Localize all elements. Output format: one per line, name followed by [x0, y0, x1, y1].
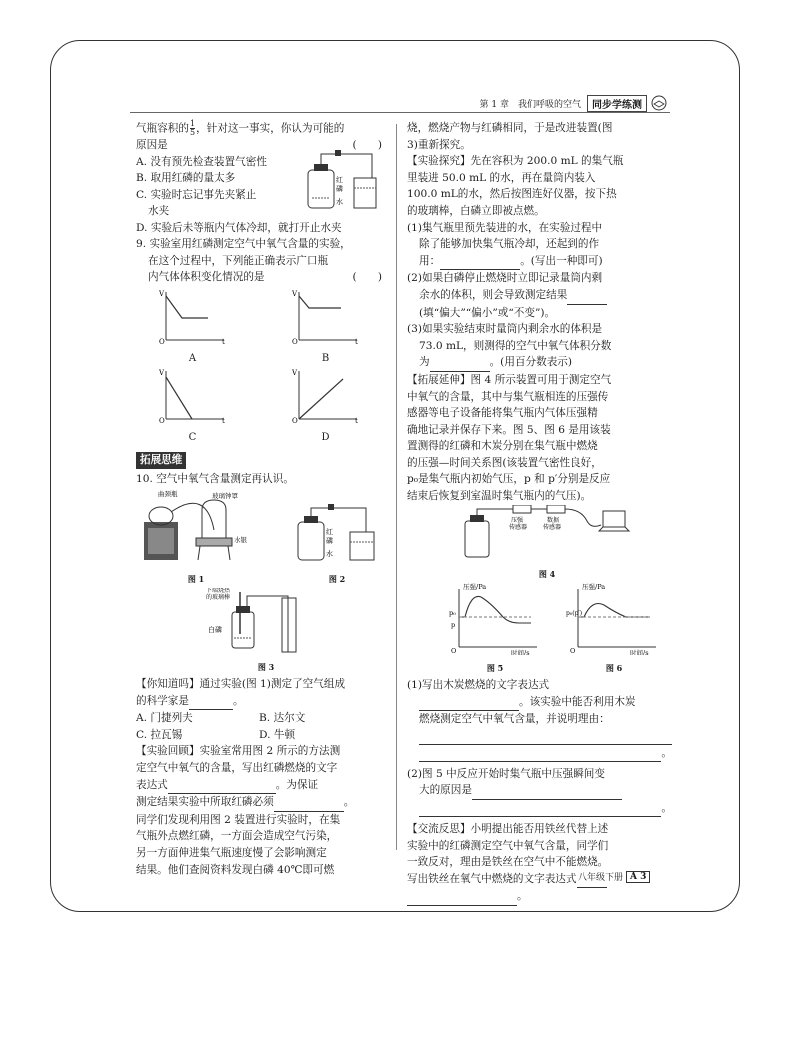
q8-line2: 原因是 ( ) [136, 139, 382, 152]
graph-d[interactable] [269, 367, 382, 446]
svg-text:O: O [291, 417, 298, 424]
review-more-2: 气瓶外点燃红磷，一方面会造成空气污染， [136, 830, 338, 843]
explore-line4: 的玻璃棒，白磷立即被点燃。 [407, 204, 545, 217]
graph-a[interactable] [136, 288, 249, 367]
fig5-fig6-row [447, 583, 662, 677]
review-line3: 表达式 。为保证 [136, 777, 382, 795]
reflect-line1: 【交流反思】小明提出能否用铁丝代替上述 [407, 823, 609, 835]
review-more-4: 结果。他们查阅资料发现白磷 40℃即可燃 [136, 863, 335, 876]
svg-text:水银: 水银 [234, 535, 247, 544]
answer-blank[interactable] [472, 782, 622, 800]
graph-b-letter: B [321, 352, 330, 364]
svg-text:传感器: 传感器 [509, 523, 528, 531]
ext-line3: 感器等电子设备能将集气瓶内气体压强精 [407, 407, 598, 420]
graph-c[interactable] [136, 367, 249, 446]
answer-blank[interactable] [440, 253, 520, 271]
reflect-line4: 写出铁丝在氧气中燃烧的文字表达式 [407, 871, 672, 889]
s2-line1: (2)如果白磷停止燃烧时立即记录量筒内剩 [407, 272, 603, 285]
svg-text:下端烧热: 下端烧热 [206, 587, 231, 594]
s2-line2: 余水的体积，则会导致测定结果 [407, 287, 672, 305]
svg-text:V: V [291, 290, 297, 299]
figure-4 [457, 505, 637, 583]
section-tag: 拓展思维 [136, 452, 186, 469]
svg-text:V: V [158, 290, 164, 299]
ext-line2: 中氧气的含量，其中与集气瓶相连的压强传 [407, 390, 609, 403]
answer-blank[interactable] [274, 794, 344, 812]
graph-a-letter: A [188, 352, 197, 364]
answer-line[interactable] [419, 745, 661, 762]
review-more-1: 同学们发现利用图 2 装置进行实验时，在集 [136, 813, 341, 826]
e2-line1: (2)图 5 中反应开始时集气瓶中压强瞬间变 [407, 767, 605, 780]
column-divider [396, 124, 397, 850]
graph-c-plot [158, 367, 228, 423]
q8-option-d: D. 实验后未等瓶内气体冷却，就打开止水夹 [136, 221, 342, 234]
ext-line5: 置测得的红磷和木炭分别在集气瓶中燃烧 [407, 440, 598, 453]
book-label: 八年级下册 [578, 873, 624, 883]
q8-options-block [136, 154, 382, 220]
ext-line1: 【拓展延伸】图 4 所示装置可用于测定空气 [407, 373, 612, 386]
know-line1: 【你知道吗】通过实验(图 1)测定了空气组成 [136, 678, 346, 690]
s3-line3: 为 。(用百分数表示) [407, 354, 672, 372]
svg-text:O: O [158, 338, 165, 345]
header-rule [130, 112, 670, 113]
figure-6-caption: 图 6 [605, 663, 623, 674]
svg-text:曲颈瓶: 曲颈瓶 [158, 489, 178, 498]
graph-c-letter: C [188, 431, 197, 443]
know-options [136, 710, 382, 743]
know-option-c: C. 拉瓦锡 [136, 728, 183, 741]
review-line2: 定空气中氧气的含量，写出红磷燃烧的文字 [136, 761, 338, 774]
s3-line2: 73.0 mL，则测得的空气中氧气体积分数 [419, 339, 612, 352]
s1-line3: 用： 。(写出一种即可) [407, 253, 672, 271]
svg-text:白磷: 白磷 [208, 625, 222, 634]
answer-blank[interactable] [567, 287, 607, 305]
svg-text:V: V [158, 369, 164, 378]
svg-text:磷: 磷 [336, 184, 343, 193]
answer-blank[interactable] [407, 888, 517, 906]
graph-a-plot [158, 288, 228, 344]
answer-blank[interactable] [189, 693, 233, 711]
graph-d-plot [291, 367, 361, 423]
svg-text:O: O [570, 646, 576, 655]
figure-6 [566, 583, 662, 677]
review-line1: 【实验回顾】实验室常用图 2 所示的方法测 [136, 745, 341, 758]
svg-text:时间/s: 时间/s [630, 648, 649, 655]
q8-line1: 气瓶容积的 $\frac{1}{5}$ ，针对这一事实，你认为可能的 [136, 119, 345, 137]
ext-line7: p₀是集气瓶内初始气压，p 和 p′分别是反应 [407, 473, 611, 486]
red-phosphorus-apparatus [292, 502, 382, 566]
svg-text:的玻璃棒: 的玻璃棒 [206, 593, 231, 601]
figure-5-caption: 图 5 [486, 663, 504, 674]
figure-1 [136, 488, 256, 588]
svg-text:t: t [354, 417, 358, 424]
svg-text:O: O [158, 417, 165, 424]
review-more-3: 另一方面伸进集气瓶速度慢了会影响测定 [136, 846, 327, 859]
svg-text:O: O [451, 646, 457, 655]
figure-4-caption: 图 4 [538, 569, 556, 580]
answer-line[interactable] [419, 728, 672, 745]
right-column [407, 120, 672, 906]
review-line4: 测定结果实验中所取红磷必须 。 [136, 794, 382, 812]
page-footer [578, 870, 650, 883]
brand-label: 同步学练测 [587, 95, 647, 112]
figure-5 [447, 583, 543, 677]
e1-answer-line-2: 。 [407, 745, 672, 762]
q9-graphs [136, 288, 382, 446]
reflect-line5: 。 [407, 888, 672, 906]
svg-text:水: 水 [326, 549, 333, 558]
white-phosphorus-apparatus [206, 588, 326, 654]
know-line2: 的科学家是 。 [136, 693, 382, 711]
explore-line2: 里装进 50.0 mL 的水，再在量筒内装入 [407, 171, 596, 184]
ext-line6: 的压强—时间关系图(该装置气密性良好， [407, 456, 602, 469]
svg-text:p₀: p₀ [449, 608, 456, 617]
svg-text:红: 红 [336, 175, 343, 184]
lavoisier-apparatus [136, 488, 256, 566]
svg-text:t: t [354, 338, 358, 345]
svg-text:玻璃钟罩: 玻璃钟罩 [212, 491, 238, 500]
e1-line3: 燃烧测定空气中氧气含量，并说明理由： [419, 713, 610, 726]
reflect-line3: 一致反对，理由是铁丝在空气中不能燃烧。 [407, 856, 609, 869]
ext-line4: 确地记录并保存下来。图 5、图 6 是用该装 [407, 423, 611, 436]
svg-text:磷: 磷 [326, 536, 333, 545]
svg-text:红: 红 [326, 527, 333, 536]
fraction: $\frac{1}{5}$ [189, 119, 196, 137]
pressure-time-graph-charcoal [566, 583, 662, 655]
q9-line2: 在这个过程中，下列能正确表示广口瓶 [148, 254, 329, 267]
graph-d-letter: D [321, 431, 330, 443]
answer-blank[interactable] [168, 777, 276, 795]
s1-line2: 除了能够加快集气瓶冷却，还起到的作 [419, 238, 600, 251]
e1-line1: (1)写出木炭燃烧的文字表达式 [407, 679, 550, 692]
svg-text:p₀(p′): p₀(p′) [566, 609, 583, 617]
svg-text:传感器: 传感器 [543, 523, 562, 531]
svg-text:V: V [291, 369, 297, 378]
svg-text:压强/Pa: 压强/Pa [582, 582, 606, 591]
running-header [466, 94, 668, 112]
explore-line3: 100.0 mL的水，然后按图连好仪器，按下热 [407, 188, 617, 201]
graph-b-plot [291, 288, 361, 344]
figure-2 [292, 502, 382, 588]
graph-b[interactable] [269, 288, 382, 367]
q8-option-b: B. 取用红磷的量太多 [136, 172, 236, 185]
svg-text:压强/Pa: 压强/Pa [463, 582, 487, 591]
answer-blank[interactable] [419, 694, 519, 712]
pressure-time-graph-red-phosphorus [447, 583, 543, 655]
e1-line2: 。该实验中能否利用木炭 [407, 694, 672, 712]
svg-text:压强: 压强 [511, 516, 524, 524]
svg-text:p: p [451, 620, 456, 629]
s2-line3: (填“偏大”“偏小”或“不变”)。 [419, 306, 556, 319]
top-line1: 烧，燃烧产物与红磷相同，于是改进装置(图 [407, 122, 613, 134]
q9-line3: 内气体体积变化情况的是 ( ) [148, 271, 382, 284]
svg-text:时间/s: 时间/s [511, 648, 530, 655]
explore-line1: 【实验探究】先在容积为 200.0 mL 的集气瓶 [407, 155, 624, 168]
s3-line1: (3)如果实验结束时量筒内剩余水的体积是 [407, 323, 603, 336]
q9-line1: 9. 实验室用红磷测定空气中氧气含量的实验， [136, 238, 351, 251]
know-option-d: D. 牛顿 [259, 728, 296, 741]
fig1-fig2-row [136, 488, 382, 588]
top-line2: 3)重新探究。 [407, 138, 471, 151]
e2-answer-line: 。 [407, 800, 672, 817]
svg-text:t: t [221, 417, 225, 424]
pressure-sensor-apparatus [457, 505, 637, 563]
book-icon [650, 95, 668, 111]
svg-text:水: 水 [336, 197, 343, 206]
q8-option-c-cont: 水夹 [148, 205, 170, 218]
figure-2-caption: 图 2 [328, 574, 346, 585]
svg-text:数据: 数据 [547, 516, 560, 524]
reflect-line2: 实验中的红磷测定空气中氧气含量，同学们 [407, 839, 609, 852]
q10-title: 10. 空气中氧气含量测定再认识。 [136, 473, 294, 486]
figure-3-caption: 图 3 [257, 662, 275, 673]
figure-3 [206, 588, 326, 676]
answer-line[interactable] [419, 800, 661, 817]
know-option-b: B. 达尔文 [259, 712, 306, 725]
svg-text:O: O [291, 338, 298, 345]
e2-line2: 大的原因是 [407, 782, 672, 800]
s1-line1: (1)集气瓶里预先装进的水，在实验过程中 [407, 221, 603, 234]
answer-blank[interactable] [430, 354, 490, 372]
know-option-a: A. 门捷列夫 [136, 712, 193, 725]
apparatus-figure-q8 [302, 148, 382, 220]
left-column [136, 120, 382, 878]
svg-text:t: t [221, 338, 225, 345]
q8-option-c: C. 实验时忘记事先夹紧止 [136, 188, 257, 201]
ext-line8: 结束后恢复到室温时集气瓶内的气压)。 [407, 490, 592, 503]
q8-option-a: A. 没有预先检查装置气密性 [136, 155, 267, 168]
figure-1-caption: 图 1 [187, 574, 205, 585]
chapter-title: 第 1 章 我们呼吸的空气 [479, 99, 581, 110]
page-number: A 3 [626, 871, 650, 883]
